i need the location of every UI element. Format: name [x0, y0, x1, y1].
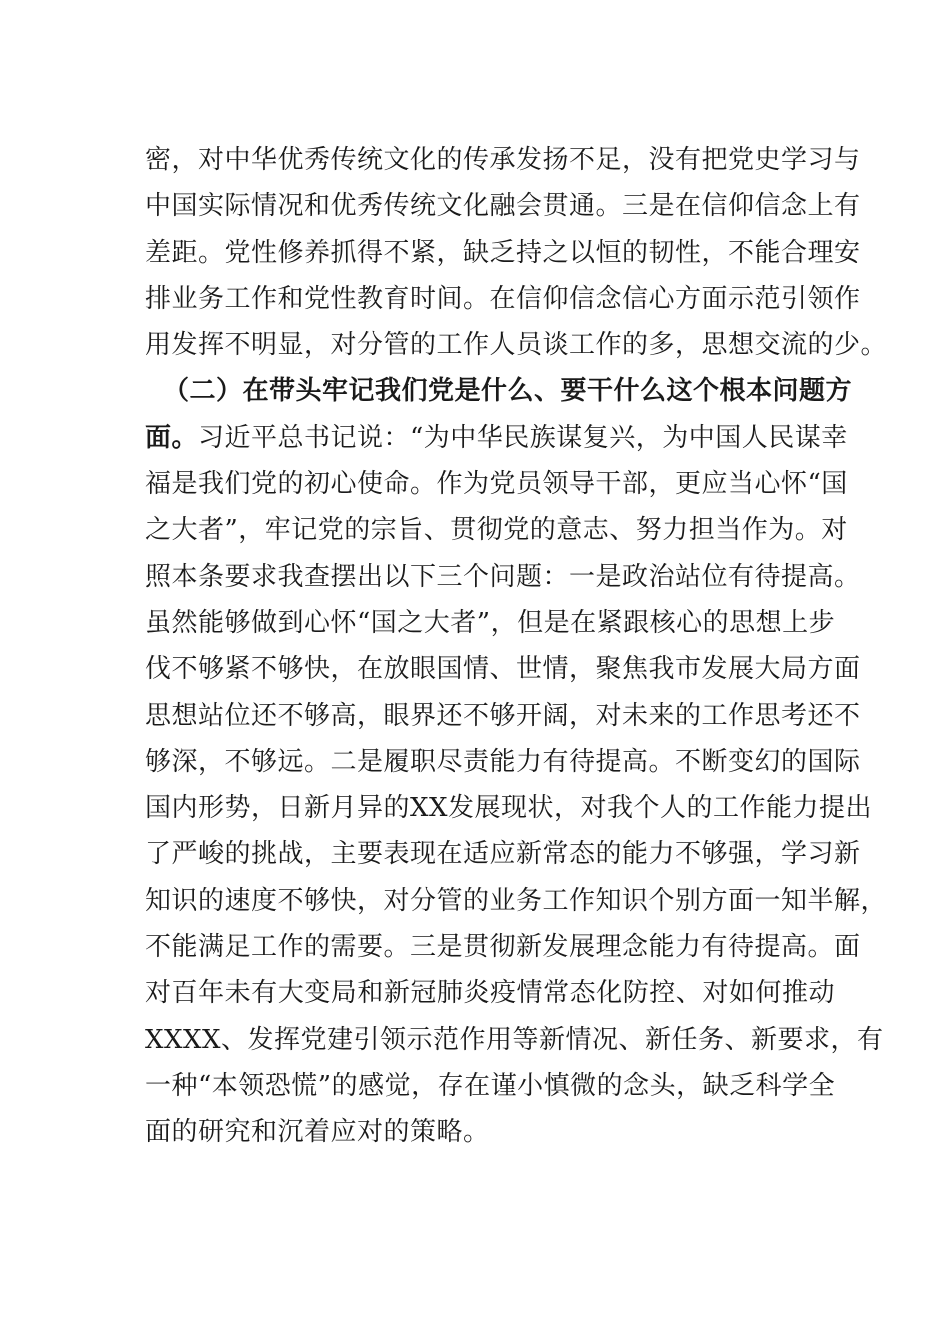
section-heading-end: 面。: [145, 422, 199, 453]
paragraph-line: 面的研究和沉着应对的策略。: [145, 1117, 490, 1148]
section-heading-line: [145, 368, 853, 414]
paragraph-line: 照本条要求我查摆出以下三个问题：一是政治站位有待提高。: [145, 561, 861, 592]
paragraph-line: 密，对中华优秀传统文化的传承发扬不足，没有把党史学习与: [145, 145, 861, 175]
paragraph-line: 伐不够紧不够快，在放眼国情、世情，聚焦我市发展大局方面: [145, 654, 861, 685]
paragraph-text: 习近平总书记说：“为中华民族谋复兴，为中国人民谋幸: [198, 422, 848, 453]
section-heading: （二）在带头牢记我们党是什么、要干什么这个根本问题方: [163, 376, 853, 407]
paragraph-line: 思想站位还不够高，眼界还不够开阔，对未来的工作思考还不: [145, 700, 861, 731]
paragraph-line: 虽然能够做到心怀“国之大者”，但是在紧跟核心的思想上步: [145, 607, 836, 638]
paragraph-line: 对百年未有大变局和新冠肺炎疫情常态化防控、对如何推动: [145, 978, 835, 1009]
document-body: [145, 137, 888, 1156]
paragraph-line: 之大者”，牢记党的宗旨、贯彻党的意志、努力担当作为。对: [145, 515, 848, 546]
paragraph-line: 排业务工作和党性教育时间。在信仰信念信心方面示范引领作: [145, 283, 861, 314]
paragraph-line: 福是我们党的初心使命。作为党员领导干部，更应当心怀“国: [145, 469, 848, 500]
paragraph-line: 一种“本领恐慌”的感觉，存在谨小慎微的念头，缺乏科学全: [145, 1070, 836, 1101]
paragraph-line: 差距。党性修养抓得不紧，缺乏持之以恒的韧性，不能合理安: [145, 237, 861, 268]
paragraph-line: 国内形势，日新月异的XX发展现状，对我个人的工作能力提出: [145, 793, 873, 824]
paragraph-line: 了严峻的挑战，主要表现在适应新常态的能力不够强，学习新: [145, 839, 861, 870]
paragraph-line: 知识的速度不够快，对分管的业务工作知识个别方面一知半解，: [145, 885, 888, 916]
paragraph-line: 用发挥不明显，对分管的工作人员谈工作的多，思想交流的少。: [145, 330, 888, 361]
paragraph-line: XXXX、发挥党建引领示范作用等新情况、新任务、新要求，有: [145, 1024, 884, 1055]
paragraph-line: 中国实际情况和优秀传统文化融会贯通。三是在信仰信念上有: [145, 191, 861, 222]
section-heading-continuation: [145, 415, 848, 461]
paragraph-line: 够深，不够远。二是履职尽责能力有待提高。不断变幻的国际: [145, 746, 861, 777]
paragraph-line: 不能满足工作的需要。三是贯彻新发展理念能力有待提高。面: [145, 932, 861, 963]
